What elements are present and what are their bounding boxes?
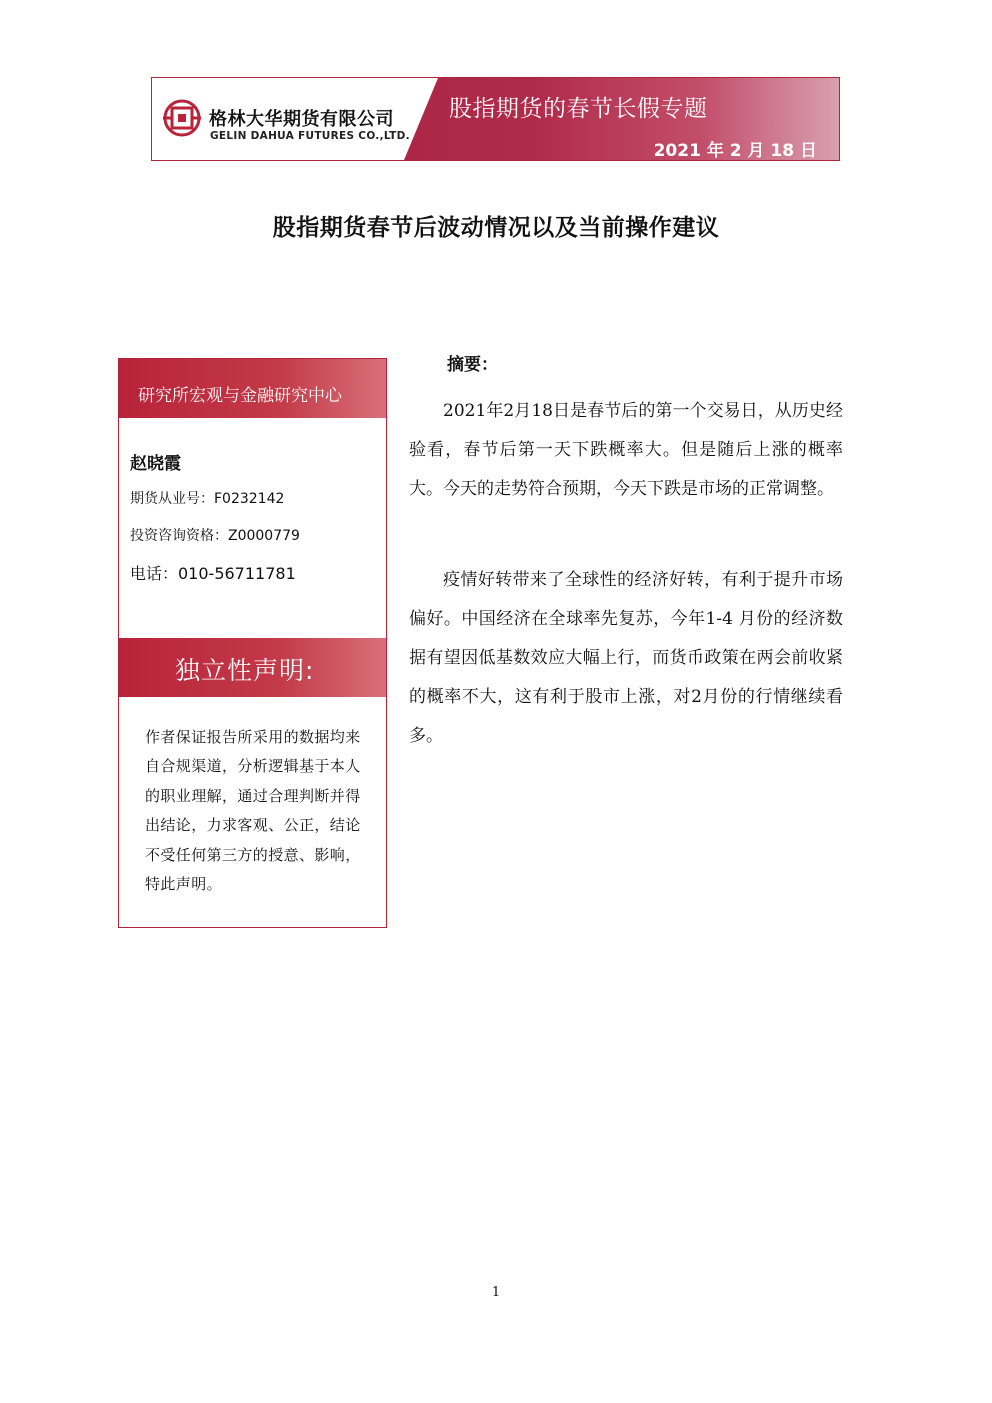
analyst-name: 赵晓霞	[130, 454, 181, 474]
disclaimer-header	[119, 638, 386, 697]
abstract-paragraph-2: 疫情好转带来了全球性的经济好转，有利于提升市场偏好。中国经济在全球率先复苏，今年1-4 月份的经济数据有望因低基数效应大幅上行，而货币政策在两会前收紧的概率不大，这有利于股市上涨，对2月份的行情继续看多。	[409, 570, 843, 746]
abstract-paragraph-1: 2021年2月18日是春节后的第一个交易日，从历史经验看，春节后第一天下跌概率大。但是随后上涨的概率大。今天的走势符合预期，今天下跌是市场的正常调整。	[409, 401, 843, 499]
page-number: 1	[491, 1285, 501, 1300]
document-title: 股指期货春节后波动情况以及当前操作建议	[272, 215, 720, 241]
company-name-cn: 格林大华期货有限公司	[209, 109, 394, 130]
futures-license-number: 期货从业号：F0232142	[130, 491, 285, 507]
company-name-en: GELIN DAHUA FUTURES CO.,LTD.	[210, 130, 410, 142]
disclaimer-text: 作者保证报告所采用的数据均来自合规渠道，分析逻辑基于本人的职业理解，通过合理判断并得出结论，力求客观、公正，结论不受任何第三方的授意、影响，特此声明。	[145, 728, 361, 894]
disclaimer-title: 独立性声明:	[175, 656, 315, 685]
abstract-label: 摘要：	[447, 355, 498, 375]
department-name: 研究所宏观与金融研究中心	[138, 386, 342, 406]
report-topic: 股指期货的春节长假专题	[449, 96, 708, 122]
header-banner	[151, 77, 840, 161]
phone-number: 电话：010-56711781	[130, 564, 296, 583]
analyst-sidebar	[118, 358, 387, 928]
report-date: 2021 年 2 月 18 日	[653, 141, 817, 161]
department-header	[119, 359, 386, 418]
gelin-dahua-logo-icon	[163, 99, 201, 137]
consulting-qualification: 投资咨询资格：Z0000779	[130, 528, 300, 544]
